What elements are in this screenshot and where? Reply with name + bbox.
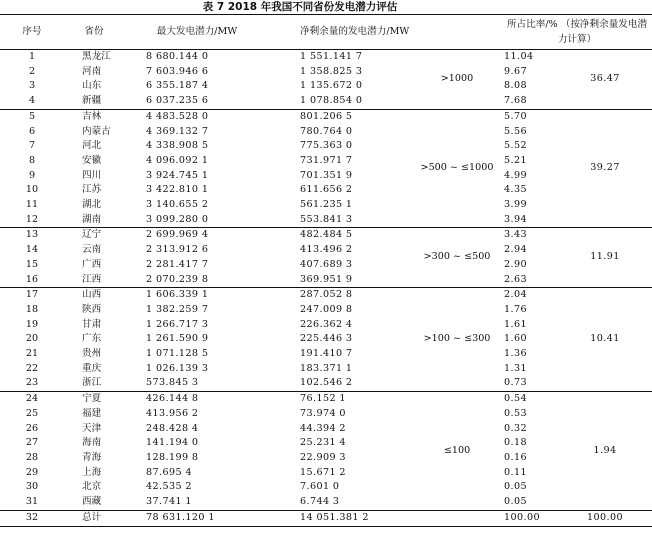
cell-no: 25: [25, 407, 39, 419]
cell-no: 26: [25, 422, 39, 434]
cell-no: 5: [0, 109, 64, 124]
cell-net-surplus: 191.410 7: [300, 348, 353, 360]
cell-ratio: 2.04: [502, 288, 558, 303]
cell-max-potential: 1 606.339 1: [124, 288, 270, 303]
cell-net-surplus: 1 135.672 0: [300, 80, 363, 92]
cell-province: 湖南: [82, 213, 102, 225]
table-row: [0, 94, 652, 109]
cell-no: 18: [25, 303, 39, 315]
cell-no: 15: [25, 258, 39, 270]
cell-province: 浙江: [82, 377, 102, 389]
cell-max-potential: 6 355.187 4: [146, 80, 209, 92]
cell-ratio: 1.31: [504, 362, 527, 374]
cell-range: >100 ~ ≤300: [412, 288, 502, 392]
cell-net-surplus: 369.951 9: [300, 273, 353, 285]
cell-max-potential: 6 037.235 6: [146, 95, 209, 107]
cell-net-surplus: 15.671 2: [300, 466, 346, 478]
cell-province: 北京: [82, 481, 102, 493]
cell-ratio: 0.16: [504, 451, 527, 463]
cell-max-potential: 4 369.132 7: [146, 125, 209, 137]
cell-no: 21: [25, 348, 39, 360]
table-row: [0, 480, 652, 495]
cell-max-potential: 4 338.908 5: [146, 140, 209, 152]
total-province: 总计: [64, 510, 124, 526]
cell-province: 河北: [82, 140, 102, 152]
header-no: 序号: [0, 15, 64, 50]
cell-net-surplus: 225.446 3: [300, 333, 353, 345]
cell-ratio: 0.05: [504, 481, 527, 493]
cell-group-share: 10.41: [558, 288, 652, 392]
table-row: [0, 347, 652, 362]
table-row: [0, 79, 652, 94]
header-province: 省份: [64, 15, 124, 50]
cell-net-surplus: 1 551.141 7: [270, 50, 412, 65]
cell-province: 内蒙古: [82, 125, 111, 137]
cell-max-potential: 141.194 0: [146, 437, 199, 449]
cell-max-potential: 3 099.280 0: [146, 213, 209, 225]
cell-province: 河南: [82, 65, 102, 77]
cell-province: 山东: [82, 80, 102, 92]
cell-no: 6: [28, 125, 36, 137]
cell-ratio: 5.70: [502, 109, 558, 124]
table-row: [0, 198, 652, 213]
cell-net-surplus: 73.974 0: [300, 407, 346, 419]
cell-max-potential: 42.535 2: [146, 481, 192, 493]
cell-no: 9: [28, 169, 36, 181]
cell-ratio: 8.08: [504, 80, 527, 92]
cell-net-surplus: 226.362 4: [300, 318, 353, 330]
cell-no: 23: [25, 377, 39, 389]
cell-province: 陕西: [82, 303, 102, 315]
cell-ratio: 1.60: [504, 333, 527, 345]
table-row: [0, 392, 652, 407]
cell-max-potential: 1 261.590 9: [146, 333, 209, 345]
cell-ratio: 1.36: [504, 348, 527, 360]
header-row: [0, 15, 652, 50]
cell-ratio: 0.54: [502, 392, 558, 407]
cell-province: 云南: [82, 244, 102, 256]
cell-province: 西藏: [82, 496, 102, 508]
cell-province: 海南: [82, 437, 102, 449]
cell-no: 8: [28, 154, 36, 166]
cell-province: 新疆: [82, 95, 102, 107]
table-row: [0, 495, 652, 510]
cell-max-potential: 2 313.912 6: [146, 244, 209, 256]
header-ratio: 所占比率/% （按净剩余量发电潜力计算）: [502, 15, 652, 50]
table-row: [0, 169, 652, 184]
cell-net-surplus: 44.394 2: [300, 422, 346, 434]
total-row: [0, 510, 652, 526]
total-no: 32: [0, 510, 64, 526]
cell-no: 19: [25, 318, 39, 330]
cell-net-surplus: 731.971 7: [300, 154, 353, 166]
cell-ratio: 2.63: [504, 273, 527, 285]
table-row: [0, 288, 652, 303]
cell-no: 20: [25, 333, 39, 345]
cell-max-potential: 413.956 2: [146, 407, 199, 419]
cell-no: 2: [28, 65, 36, 77]
cell-group-share: 39.27: [558, 109, 652, 228]
cell-province: 安徽: [82, 154, 102, 166]
table-row: [0, 243, 652, 258]
cell-max-potential: 87.695 4: [146, 466, 192, 478]
table-row: [0, 466, 652, 481]
table-row: [0, 258, 652, 273]
cell-group-share: 11.91: [558, 228, 652, 288]
cell-no: 14: [25, 244, 39, 256]
cell-max-potential: 1 382.259 7: [146, 303, 209, 315]
table-caption: 表 7 2018 年我国不同省份发电潜力评估: [202, 1, 398, 13]
table-row: [0, 422, 652, 437]
cell-net-surplus: 1 078.854 0: [300, 95, 363, 107]
header-net-surplus-text: 净剩余量的发电潜力/MW: [300, 25, 410, 37]
cell-no: 16: [25, 273, 39, 285]
table-row: [0, 228, 652, 243]
cell-net-surplus: 775.363 0: [300, 140, 353, 152]
cell-max-potential: 1 026.139 3: [146, 362, 209, 374]
cell-no: 7: [28, 140, 36, 152]
cell-max-potential: 128.199 8: [146, 451, 199, 463]
table-row: [0, 183, 652, 198]
cell-max-potential: 8 680.144 0: [124, 50, 270, 65]
table-row: [0, 109, 652, 124]
cell-max-potential: 2 070.239 8: [146, 273, 209, 285]
cell-no: 29: [25, 466, 39, 478]
cell-ratio: 11.04: [502, 50, 558, 65]
cell-net-surplus: 7.601 0: [300, 481, 340, 493]
table-row: [0, 436, 652, 451]
cell-ratio: 0.11: [504, 466, 527, 478]
table-row: [0, 154, 652, 169]
cell-ratio: 5.56: [504, 125, 527, 137]
province-potential-table: [0, 14, 652, 527]
cell-max-potential: 37.741 1: [146, 496, 192, 508]
cell-net-surplus: 561.235 1: [300, 199, 353, 211]
cell-max-potential: 248.428 4: [146, 422, 199, 434]
cell-no: 11: [25, 199, 39, 211]
cell-net-surplus: 780.764 0: [300, 125, 353, 137]
cell-province: 天津: [82, 422, 102, 434]
cell-net-surplus: 553.841 3: [300, 213, 353, 225]
cell-net-surplus: 22.909 3: [300, 451, 346, 463]
header-net-surplus: [270, 15, 502, 50]
table-row: [0, 273, 652, 288]
table-body: [0, 50, 652, 527]
cell-province: 江西: [82, 273, 102, 285]
cell-ratio: 0.32: [504, 422, 527, 434]
cell-net-surplus: 482.484 5: [270, 228, 412, 243]
cell-ratio: 0.73: [504, 377, 527, 389]
cell-ratio: 1.61: [504, 318, 527, 330]
total-share: 100.00: [558, 510, 652, 526]
cell-net-surplus: 183.371 1: [300, 362, 353, 374]
total-ratio: 100.00: [502, 510, 558, 526]
cell-no: 30: [25, 481, 39, 493]
cell-group-share: 36.47: [558, 50, 652, 110]
cell-max-potential: 426.144 8: [124, 392, 270, 407]
table-row: [0, 125, 652, 140]
cell-ratio: 1.76: [504, 303, 527, 315]
cell-no: 28: [25, 451, 39, 463]
cell-net-surplus: 407.689 3: [300, 258, 353, 270]
cell-province: 湖北: [82, 199, 102, 211]
cell-group-share: 1.94: [558, 392, 652, 511]
cell-province: 福建: [82, 407, 102, 419]
cell-max-potential: 1 071.128 5: [146, 348, 209, 360]
cell-no: 1: [0, 50, 64, 65]
table-row: [0, 65, 652, 80]
cell-range: >300 ~ ≤500: [412, 228, 502, 288]
table-row: [0, 213, 652, 228]
header-max-potential: 最大发电潜力/MW: [124, 15, 270, 50]
table-row: [0, 407, 652, 422]
cell-no: 31: [25, 496, 39, 508]
cell-net-surplus: 1 358.825 3: [300, 65, 363, 77]
cell-range: >1000: [412, 50, 502, 110]
cell-province: 甘肃: [82, 318, 102, 330]
cell-no: 4: [28, 95, 36, 107]
cell-no: 24: [0, 392, 64, 407]
cell-province: 广西: [82, 258, 102, 270]
cell-max-potential: 3 924.745 1: [146, 169, 209, 181]
cell-province: 上海: [82, 466, 102, 478]
cell-province: 重庆: [82, 362, 102, 374]
cell-province: 山西: [64, 288, 124, 303]
cell-range: >500 ~ ≤1000: [412, 109, 502, 228]
table-row: [0, 376, 652, 391]
cell-net-surplus: 102.546 2: [300, 377, 353, 389]
cell-province: 吉林: [64, 109, 124, 124]
cell-province: 四川: [82, 169, 102, 181]
cell-max-potential: 4 096.092 1: [146, 154, 209, 166]
table-row: [0, 139, 652, 154]
cell-max-potential: 1 266.717 3: [146, 318, 209, 330]
cell-ratio: 2.94: [504, 244, 527, 256]
cell-ratio: 0.18: [504, 437, 527, 449]
table-row: [0, 362, 652, 377]
cell-ratio: 5.21: [504, 154, 527, 166]
cell-net-surplus: 76.152 1: [270, 392, 412, 407]
cell-net-surplus: 6.744 3: [300, 496, 340, 508]
cell-ratio: 4.99: [504, 169, 527, 181]
cell-province: 宁夏: [64, 392, 124, 407]
cell-net-surplus: 287.052 8: [270, 288, 412, 303]
table-row: [0, 50, 652, 65]
cell-ratio: 2.90: [504, 258, 527, 270]
cell-no: 22: [25, 362, 39, 374]
cell-province: 贵州: [82, 348, 102, 360]
cell-range: ≤100: [412, 392, 502, 511]
cell-ratio: 3.99: [504, 199, 527, 211]
cell-no: 27: [25, 437, 39, 449]
cell-net-surplus: 701.351 9: [300, 169, 353, 181]
cell-max-potential: 7 603.946 6: [146, 65, 209, 77]
cell-ratio: 9.67: [504, 65, 527, 77]
cell-no: 13: [0, 228, 64, 243]
cell-ratio: 3.43: [502, 228, 558, 243]
table-row: [0, 303, 652, 318]
cell-ratio: 3.94: [504, 213, 527, 225]
cell-province: 青海: [82, 451, 102, 463]
cell-province: 辽宁: [64, 228, 124, 243]
total-net-surplus: 14 051.381 2: [270, 510, 502, 526]
cell-max-potential: 2 699.969 4: [124, 228, 270, 243]
cell-max-potential: 573.845 3: [146, 377, 199, 389]
cell-ratio: 5.52: [504, 140, 527, 152]
total-max-potential: 78 631.120 1: [124, 510, 270, 526]
cell-net-surplus: 413.496 2: [300, 244, 353, 256]
cell-ratio: 0.53: [504, 407, 527, 419]
cell-province: 广东: [82, 333, 102, 345]
cell-ratio: 0.05: [504, 496, 527, 508]
cell-no: 3: [28, 80, 36, 92]
cell-no: 17: [0, 288, 64, 303]
cell-no: 10: [25, 184, 39, 196]
cell-max-potential: 3 140.655 2: [146, 199, 209, 211]
cell-net-surplus: 25.231 4: [300, 437, 346, 449]
cell-province: 江苏: [82, 184, 102, 196]
table-row: [0, 332, 652, 347]
cell-max-potential: 3 422.810 1: [146, 184, 209, 196]
cell-net-surplus: 801.206 5: [270, 109, 412, 124]
table-row: [0, 451, 652, 466]
table-row: [0, 318, 652, 333]
cell-province: 黑龙江: [64, 50, 124, 65]
cell-no: 12: [25, 213, 39, 225]
cell-net-surplus: 611.656 2: [300, 184, 353, 196]
cell-max-potential: 4 483.528 0: [124, 109, 270, 124]
cell-ratio: 4.35: [504, 184, 527, 196]
cell-net-surplus: 247.009 8: [300, 303, 353, 315]
cell-ratio: 7.68: [504, 95, 527, 107]
cell-max-potential: 2 281.417 7: [146, 258, 209, 270]
